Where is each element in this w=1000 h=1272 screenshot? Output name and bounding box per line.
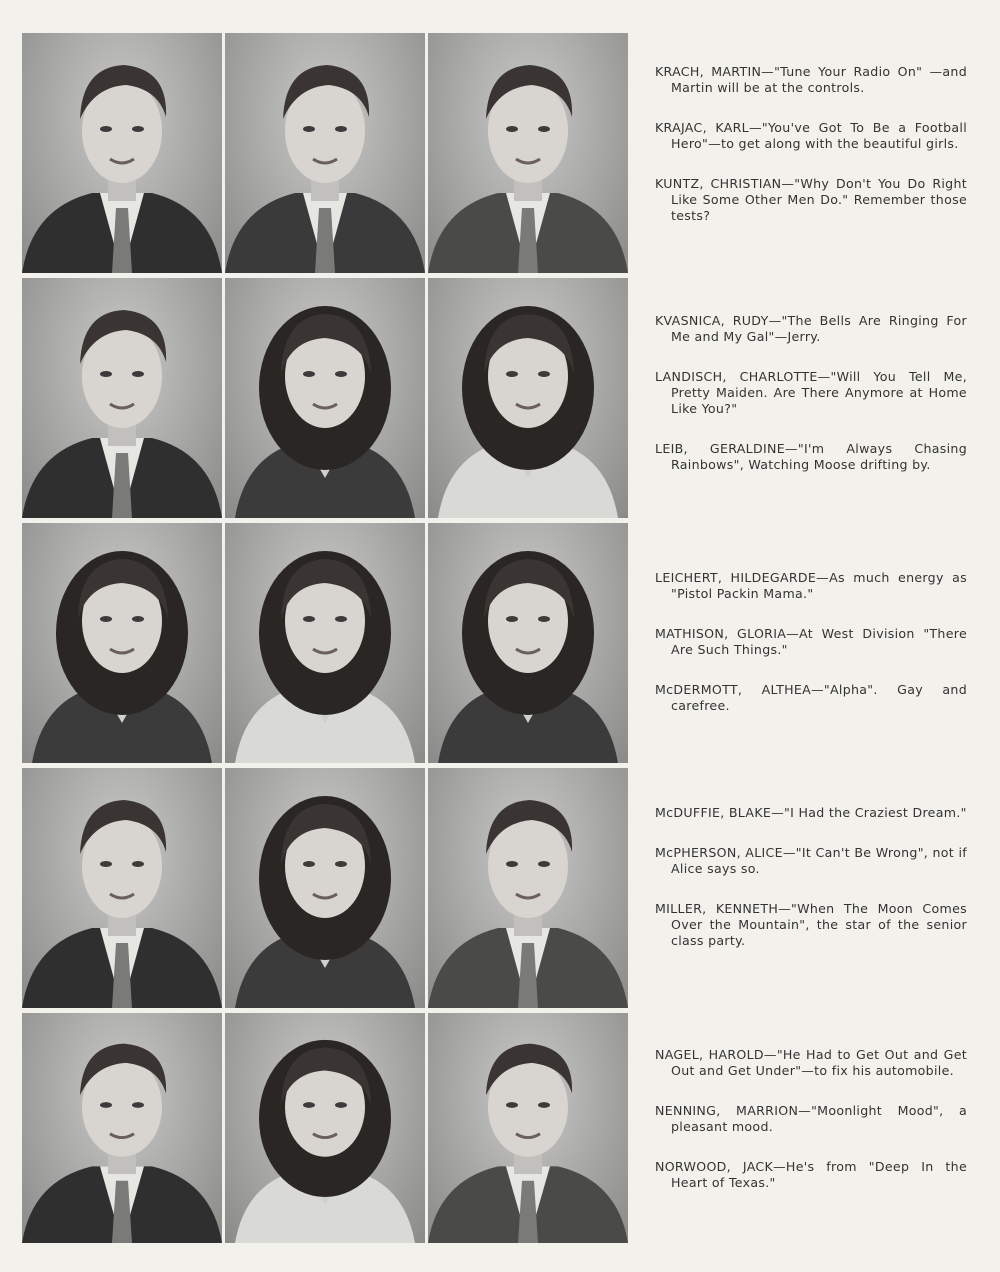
senior-caption: MILLER, KENNETH—"When The Moon Comes Over the Mountain", the star of the senior class party. xyxy=(655,901,967,948)
caption-group xyxy=(655,570,967,738)
senior-caption: KUNTZ, CHRISTIAN—"Why Don't You Do Right Like Some Other Men Do." Remember those tests? xyxy=(655,176,967,223)
portrait-figure xyxy=(22,33,222,273)
senior-caption: McDUFFIE, BLAKE—"I Had the Craziest Dream." xyxy=(655,805,967,820)
senior-caption: NENNING, MARRION—"Moonlight Mood", a pleasant mood. xyxy=(655,1103,967,1134)
portrait-photo xyxy=(22,523,222,763)
senior-caption: NAGEL, HAROLD—"He Had to Get Out and Get Out and Get Under"—to fix his automobile. xyxy=(655,1047,967,1078)
portrait-grid xyxy=(22,33,628,1243)
portrait-figure xyxy=(22,1013,222,1243)
portrait-photo xyxy=(428,33,628,273)
portrait-figure xyxy=(22,768,222,1008)
senior-caption: KRACH, MARTIN—"Tune Your Radio On" —and Martin will be at the controls. xyxy=(655,64,967,95)
portrait-photo xyxy=(225,278,425,518)
portrait-figure xyxy=(225,768,425,1008)
portrait-figure xyxy=(22,278,222,518)
portrait-photo xyxy=(428,278,628,518)
senior-caption: KRAJAC, KARL—"You've Got To Be a Football Hero"—to get along with the beautiful girls. xyxy=(655,120,967,151)
caption-group xyxy=(655,1047,967,1215)
caption-group xyxy=(655,313,967,497)
portrait-figure xyxy=(428,278,628,518)
portrait-photo xyxy=(225,1013,425,1243)
caption-group xyxy=(655,64,967,248)
portrait-photo xyxy=(22,768,222,1008)
portrait-figure xyxy=(225,1013,425,1243)
portrait-photo xyxy=(225,523,425,763)
portrait-figure xyxy=(428,768,628,1008)
senior-caption: McPHERSON, ALICE—"It Can't Be Wrong", not if Alice says so. xyxy=(655,845,967,876)
senior-caption: MATHISON, GLORIA—At West Division "There Are Such Things." xyxy=(655,626,967,657)
portrait-figure xyxy=(225,278,425,518)
senior-caption: KVASNICA, RUDY—"The Bells Are Ringing For Me and My Gal"—Jerry. xyxy=(655,313,967,344)
portrait-figure xyxy=(428,33,628,273)
caption-group xyxy=(655,805,967,973)
portrait-figure xyxy=(428,523,628,763)
senior-caption: NORWOOD, JACK—He's from "Deep In the Heart of Texas." xyxy=(655,1159,967,1190)
portrait-figure xyxy=(225,523,425,763)
portrait-photo xyxy=(428,1013,628,1243)
portrait-figure xyxy=(22,523,222,763)
caption-column xyxy=(655,0,967,1272)
senior-caption: McDERMOTT, ALTHEA—"Alpha". Gay and carefree. xyxy=(655,682,967,713)
portrait-photo xyxy=(22,33,222,273)
portrait-figure xyxy=(225,33,425,273)
portrait-photo xyxy=(225,768,425,1008)
portrait-photo xyxy=(428,523,628,763)
senior-caption: LEIB, GERALDINE—"I'm Always Chasing Rainbows", Watching Moose drifting by. xyxy=(655,441,967,472)
portrait-photo xyxy=(22,1013,222,1243)
senior-caption: LEICHERT, HILDEGARDE—As much energy as "Pistol Packin Mama." xyxy=(655,570,967,601)
portrait-photo xyxy=(22,278,222,518)
portrait-figure xyxy=(428,1013,628,1243)
portrait-photo xyxy=(225,33,425,273)
senior-caption: LANDISCH, CHARLOTTE—"Will You Tell Me, Pretty Maiden. Are There Anymore at Home Like You?" xyxy=(655,369,967,416)
portrait-photo xyxy=(428,768,628,1008)
